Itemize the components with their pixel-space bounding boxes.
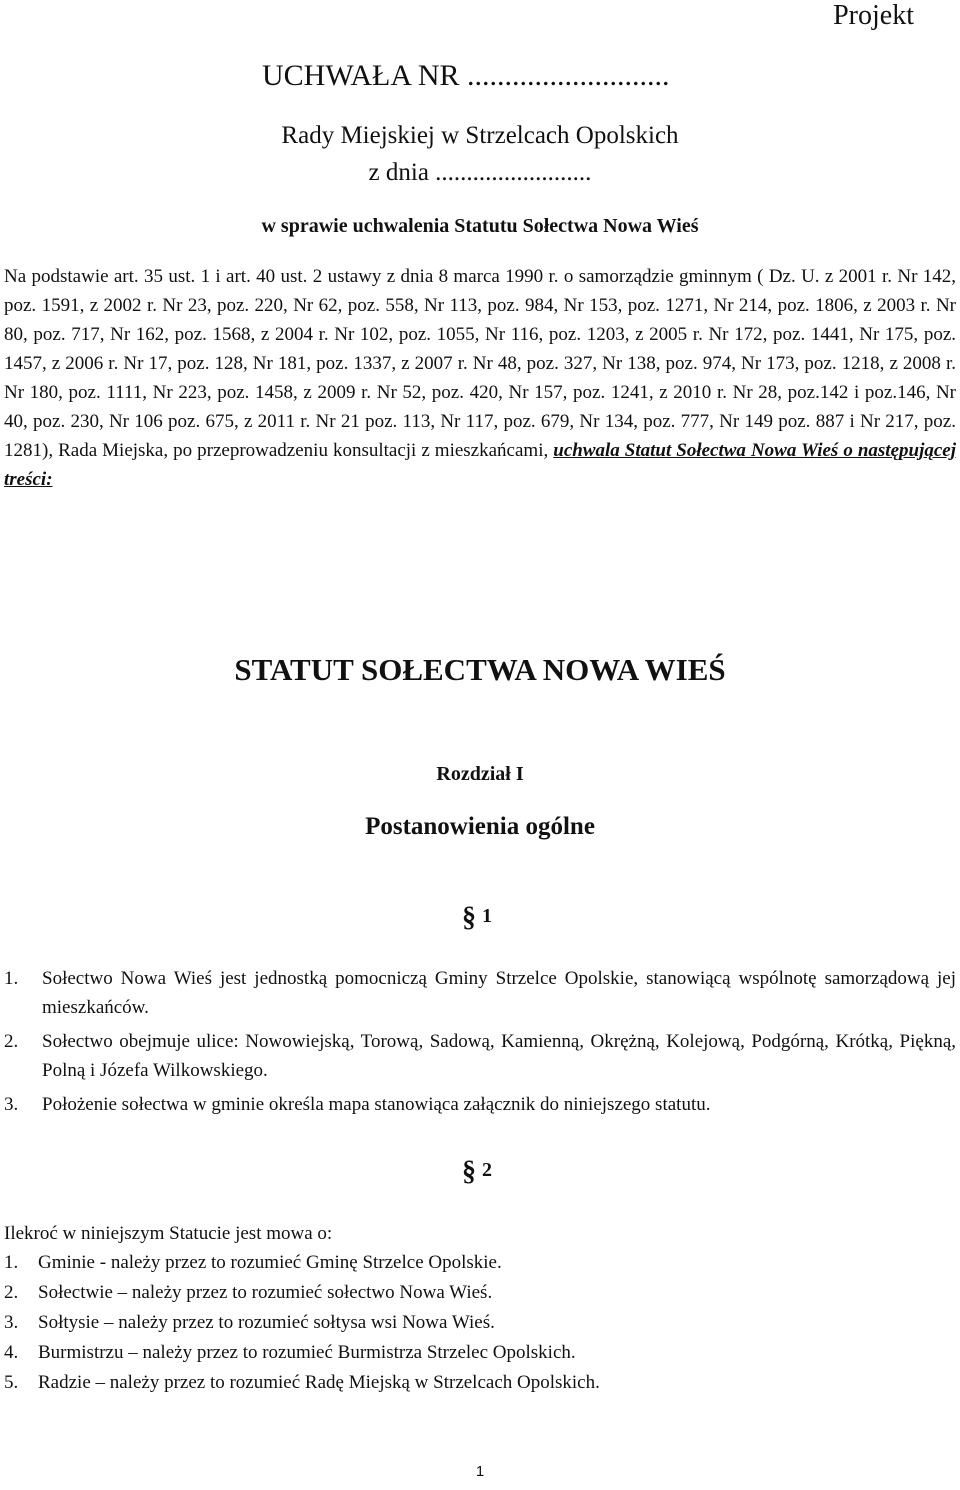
list-item bbox=[0, 1090, 956, 1119]
list-item bbox=[0, 1248, 956, 1278]
council-line: Rady Miejskiej w Strzelcach Opolskich bbox=[281, 122, 679, 149]
section-symbol: § bbox=[462, 1156, 476, 1187]
section-symbol: § bbox=[462, 902, 476, 933]
item-text: Burmistrzu – należy przez to rozumieć Burmistrza Strzelec Opolskich. bbox=[38, 1342, 576, 1363]
preamble-emphasis: uchwala Statut Sołectwa Nowa Wieś o następującej treści: bbox=[4, 440, 956, 490]
list-item bbox=[0, 1338, 956, 1368]
list-item bbox=[0, 1308, 956, 1338]
item-text: Położenie sołectwa w gminie określa mapa stanowiąca załącznik do niniejszego statutu. bbox=[42, 1094, 711, 1115]
item-text: Radzie – należy przez to rozumieć Radę Miejską w Strzelcach Opolskich. bbox=[38, 1372, 600, 1393]
item-text: Sołectwo Nowa Wieś jest jednostką pomocniczą Gminy Strzelce Opolskie, stanowiącą wspólnotę samorządową jej mieszkańców. bbox=[42, 968, 956, 1018]
preamble-text: Na podstawie art. 35 ust. 1 i art. 40 ust. 2 ustawy z dnia 8 marca 1990 r. o samorządzie gminnym ( Dz. U. z 2001 r. Nr 142, poz. 1591, z 2002 r. Nr 23, poz. 220, Nr 62, poz. 558, Nr 113, poz. 984, Nr 153, poz. 1271, Nr 214, poz. 1806, z 2003 r. Nr 80, poz. 717, Nr 162, poz. 1568, z 2004 r. Nr 102, poz. 1055, Nr 116, poz. 1203, z 2005 r. Nr 172, poz. 1441, Nr 175, poz. 1457, z 2006 r. Nr 17, poz. 128, Nr 181, poz. 1337, z 2007 r. Nr 48, poz. 327, Nr 138, poz. 974, Nr 173, poz. 1218, z 2008 r. Nr 180, poz. 1111, Nr 223, poz. 1458, z 2009 r. Nr 52, poz. 420, Nr 157, poz. 1241, z 2010 r. Nr 28, poz.142 i poz.146, Nr 40, poz. 230, Nr 106 poz. 675, z 2011 r. Nr 21 poz. 113, Nr 117, poz. 679, Nr 134, poz. 777, Nr 149 poz. 887 i Nr 217, poz. 1281), Rada Miejska, po przeprowadzeniu konsultacji z mieszkańcami, bbox=[4, 266, 956, 461]
section-2-heading bbox=[462, 1156, 492, 1186]
section-number: 1 bbox=[482, 905, 492, 927]
list-item bbox=[0, 1368, 956, 1398]
item-number: 4. bbox=[4, 1342, 19, 1363]
definitions-intro: Ilekroć w niniejszym Statucie jest mowa o: bbox=[4, 1223, 333, 1244]
item-number: 2. bbox=[4, 1282, 19, 1303]
statute-title: STATUT SOŁECTWA NOWA WIEŚ bbox=[234, 652, 726, 687]
item-text: Sołtysie – należy przez to rozumieć sołtysa wsi Nowa Wieś. bbox=[38, 1312, 495, 1333]
item-text: Gminie - należy przez to rozumieć Gminę Strzelce Opolskie. bbox=[38, 1252, 502, 1273]
section-2-list bbox=[0, 1248, 956, 1398]
list-item bbox=[0, 1027, 956, 1085]
item-number: 1. bbox=[4, 968, 19, 989]
chapter-label: Rozdział I bbox=[436, 763, 524, 785]
preamble bbox=[4, 262, 956, 494]
item-number: 1. bbox=[4, 1252, 19, 1273]
list-item bbox=[0, 964, 956, 1022]
date-line: z dnia ......................... bbox=[368, 159, 592, 186]
item-number: 3. bbox=[4, 1312, 19, 1333]
chapter-name: Postanowienia ogólne bbox=[365, 813, 595, 840]
section-1-list bbox=[0, 964, 956, 1124]
draft-label: Projekt bbox=[833, 0, 914, 31]
item-text: Sołectwie – należy przez to rozumieć sołectwo Nowa Wieś. bbox=[38, 1282, 493, 1303]
item-number: 3. bbox=[4, 1094, 19, 1115]
section-number: 2 bbox=[482, 1159, 492, 1181]
resolution-title: UCHWAŁA NR ........................... bbox=[262, 59, 670, 92]
resolution-subject: w sprawie uchwalenia Statutu Sołectwa Nowa Wieś bbox=[261, 215, 699, 237]
list-item bbox=[0, 1278, 956, 1308]
page-number: 1 bbox=[475, 1463, 485, 1480]
item-number: 5. bbox=[4, 1372, 19, 1393]
section-1-heading bbox=[462, 902, 492, 932]
item-text: Sołectwo obejmuje ulice: Nowowiejską, Torową, Sadową, Kamienną, Okrężną, Kolejową, Podgórną, Krótką, Piękną, Polną i Józefa Wilkowskiego. bbox=[42, 1031, 956, 1081]
item-number: 2. bbox=[4, 1031, 19, 1052]
